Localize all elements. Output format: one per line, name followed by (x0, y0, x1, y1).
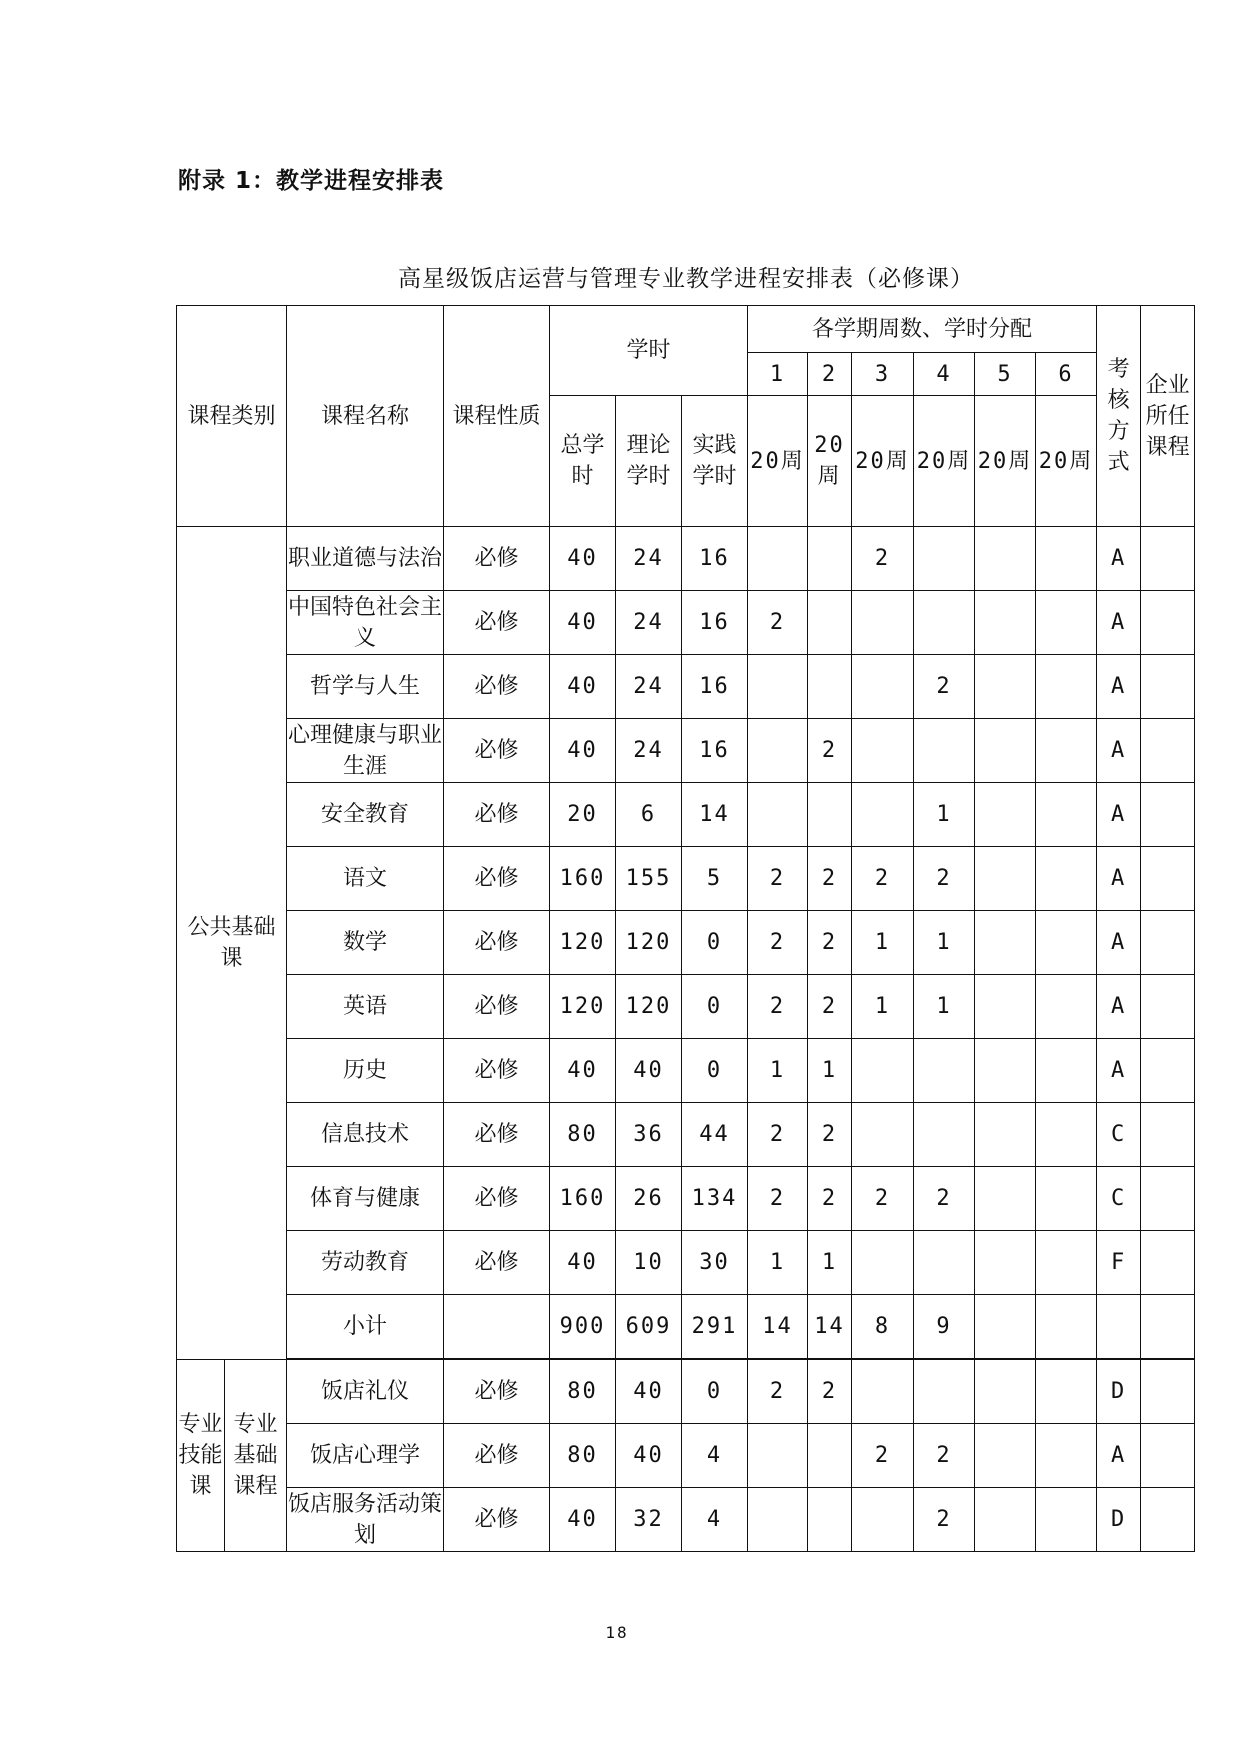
enterprise-course-cell (1141, 847, 1195, 911)
course-nature-cell (444, 1295, 550, 1360)
theory-hours-cell: 26 (616, 1167, 682, 1231)
table-row (177, 1231, 1195, 1295)
enterprise-course-cell (1141, 1359, 1195, 1424)
category-professional-skill: 专业技能课 (177, 1359, 225, 1552)
semester-5-hours-cell (975, 1231, 1036, 1295)
table-row (177, 1488, 1195, 1552)
header-total-hours: 总学时 (550, 396, 616, 527)
teaching-plan-table (176, 305, 1195, 1552)
semester-3-hours-cell (852, 719, 914, 783)
enterprise-course-cell (1141, 719, 1195, 783)
header-semester-2: 2 (808, 353, 852, 396)
semester-2-hours-cell: 2 (808, 975, 852, 1039)
exam-method-cell: A (1097, 527, 1141, 591)
semester-2-hours-cell: 2 (808, 1103, 852, 1167)
course-nature-cell: 必修 (444, 655, 550, 719)
semester-1-hours-cell: 2 (748, 591, 808, 655)
semester-3-hours-cell (852, 1231, 914, 1295)
total-hours-cell: 40 (550, 719, 616, 783)
semester-1-hours-cell: 1 (748, 1039, 808, 1103)
semester-1-hours-cell (748, 655, 808, 719)
practice-hours-cell: 5 (682, 847, 748, 911)
exam-method-cell: F (1097, 1231, 1141, 1295)
total-hours-cell: 80 (550, 1359, 616, 1424)
semester-4-hours-cell: 1 (914, 975, 975, 1039)
semester-1-hours-cell: 14 (748, 1295, 808, 1360)
semester-4-hours-cell (914, 1103, 975, 1167)
theory-hours-cell: 609 (616, 1295, 682, 1360)
semester-2-hours-cell (808, 783, 852, 847)
semester-2-hours-cell (808, 591, 852, 655)
course-nature-cell: 必修 (444, 527, 550, 591)
practice-hours-cell: 16 (682, 527, 748, 591)
theory-hours-cell: 24 (616, 527, 682, 591)
enterprise-course-cell (1141, 1424, 1195, 1488)
semester-5-hours-cell (975, 975, 1036, 1039)
semester-6-hours-cell (1036, 719, 1097, 783)
course-name-cell: 哲学与人生 (287, 655, 444, 719)
exam-method-cell (1097, 1295, 1141, 1360)
total-hours-cell: 40 (550, 655, 616, 719)
header-theory-hours: 理论学时 (616, 396, 682, 527)
semester-3-hours-cell: 2 (852, 1424, 914, 1488)
exam-method-cell: C (1097, 1103, 1141, 1167)
category-public-basic: 公共基础课 (177, 527, 287, 1360)
total-hours-cell: 80 (550, 1103, 616, 1167)
semester-6-hours-cell (1036, 1295, 1097, 1360)
table-row (177, 1295, 1195, 1360)
semester-4-hours-cell (914, 591, 975, 655)
semester-4-hours-cell: 2 (914, 1167, 975, 1231)
semester-3-hours-cell: 2 (852, 847, 914, 911)
semester-2-hours-cell: 2 (808, 1167, 852, 1231)
total-hours-cell: 40 (550, 1488, 616, 1552)
semester-1-hours-cell: 2 (748, 847, 808, 911)
header-course-name: 课程名称 (287, 306, 444, 527)
semester-3-hours-cell: 1 (852, 911, 914, 975)
course-nature-cell: 必修 (444, 1231, 550, 1295)
theory-hours-cell: 40 (616, 1359, 682, 1424)
header-category: 课程类别 (177, 306, 287, 527)
table-row (177, 783, 1195, 847)
total-hours-cell: 160 (550, 847, 616, 911)
header-weeks-2: 20周 (808, 396, 852, 527)
table-caption: 高星级饭店运营与管理专业教学进程安排表（必修课） (398, 266, 974, 292)
practice-hours-cell: 4 (682, 1488, 748, 1552)
total-hours-cell: 160 (550, 1167, 616, 1231)
exam-method-cell: A (1097, 975, 1141, 1039)
semester-2-hours-cell (808, 655, 852, 719)
semester-2-hours-cell (808, 1424, 852, 1488)
semester-4-hours-cell: 1 (914, 911, 975, 975)
semester-5-hours-cell (975, 783, 1036, 847)
header-semester-3: 3 (852, 353, 914, 396)
semester-6-hours-cell (1036, 1039, 1097, 1103)
course-name-cell: 职业道德与法治 (287, 527, 444, 591)
semester-3-hours-cell (852, 1359, 914, 1424)
semester-5-hours-cell (975, 527, 1036, 591)
semester-2-hours-cell: 1 (808, 1039, 852, 1103)
table-row (177, 975, 1195, 1039)
course-nature-cell: 必修 (444, 591, 550, 655)
course-nature-cell: 必修 (444, 847, 550, 911)
header-exam: 考核方式 (1097, 306, 1141, 527)
semester-6-hours-cell (1036, 911, 1097, 975)
course-name-cell: 体育与健康 (287, 1167, 444, 1231)
table-row (177, 911, 1195, 975)
practice-hours-cell: 0 (682, 975, 748, 1039)
category-professional-basic: 专业基础课程 (225, 1359, 287, 1552)
table-row (177, 591, 1195, 655)
course-nature-cell: 必修 (444, 1424, 550, 1488)
practice-hours-cell: 44 (682, 1103, 748, 1167)
appendix-title: 附录 1：教学进程安排表 (178, 168, 445, 194)
semester-3-hours-cell (852, 1488, 914, 1552)
semester-2-hours-cell (808, 527, 852, 591)
semester-5-hours-cell (975, 719, 1036, 783)
exam-method-cell: A (1097, 911, 1141, 975)
enterprise-course-cell (1141, 1231, 1195, 1295)
semester-5-hours-cell (975, 911, 1036, 975)
header-weeks-6: 20周 (1036, 396, 1097, 527)
course-nature-cell: 必修 (444, 975, 550, 1039)
course-name-cell: 劳动教育 (287, 1231, 444, 1295)
enterprise-course-cell (1141, 975, 1195, 1039)
total-hours-cell: 40 (550, 1039, 616, 1103)
semester-5-hours-cell (975, 847, 1036, 911)
course-nature-cell: 必修 (444, 1488, 550, 1552)
theory-hours-cell: 24 (616, 591, 682, 655)
exam-method-cell: D (1097, 1488, 1141, 1552)
semester-4-hours-cell (914, 1359, 975, 1424)
semester-4-hours-cell (914, 1231, 975, 1295)
practice-hours-cell: 16 (682, 719, 748, 783)
semester-2-hours-cell: 2 (808, 911, 852, 975)
exam-method-cell: A (1097, 719, 1141, 783)
semester-1-hours-cell (748, 783, 808, 847)
semester-5-hours-cell (975, 1424, 1036, 1488)
semester-5-hours-cell (975, 655, 1036, 719)
practice-hours-cell: 0 (682, 1039, 748, 1103)
semester-3-hours-cell (852, 1039, 914, 1103)
semester-4-hours-cell: 2 (914, 847, 975, 911)
header-practice-hours: 实践学时 (682, 396, 748, 527)
practice-hours-cell: 16 (682, 591, 748, 655)
header-weeks-3: 20周 (852, 396, 914, 527)
semester-5-hours-cell (975, 1359, 1036, 1424)
enterprise-course-cell (1141, 1103, 1195, 1167)
course-nature-cell: 必修 (444, 719, 550, 783)
semester-6-hours-cell (1036, 1167, 1097, 1231)
semester-3-hours-cell (852, 591, 914, 655)
theory-hours-cell: 32 (616, 1488, 682, 1552)
course-name-cell: 饭店礼仪 (287, 1359, 444, 1424)
theory-hours-cell: 24 (616, 719, 682, 783)
enterprise-course-cell (1141, 1488, 1195, 1552)
course-name-cell: 饭店心理学 (287, 1424, 444, 1488)
table-row (177, 1167, 1195, 1231)
header-semester-6: 6 (1036, 353, 1097, 396)
practice-hours-cell: 134 (682, 1167, 748, 1231)
course-name-cell: 小计 (287, 1295, 444, 1360)
semester-5-hours-cell (975, 1295, 1036, 1360)
semester-6-hours-cell (1036, 1488, 1097, 1552)
semester-3-hours-cell: 2 (852, 527, 914, 591)
header-semester-5: 5 (975, 353, 1036, 396)
semester-3-hours-cell: 2 (852, 1167, 914, 1231)
semester-6-hours-cell (1036, 847, 1097, 911)
header-weeks-5: 20周 (975, 396, 1036, 527)
exam-method-cell: A (1097, 1424, 1141, 1488)
theory-hours-cell: 120 (616, 975, 682, 1039)
header-nature: 课程性质 (444, 306, 550, 527)
semester-3-hours-cell (852, 783, 914, 847)
course-nature-cell: 必修 (444, 783, 550, 847)
theory-hours-cell: 155 (616, 847, 682, 911)
semester-6-hours-cell (1036, 1424, 1097, 1488)
enterprise-course-cell (1141, 783, 1195, 847)
semester-6-hours-cell (1036, 527, 1097, 591)
header-hours: 学时 (550, 306, 748, 396)
course-name-cell: 英语 (287, 975, 444, 1039)
semester-4-hours-cell: 9 (914, 1295, 975, 1360)
practice-hours-cell: 30 (682, 1231, 748, 1295)
header-weeks-4: 20周 (914, 396, 975, 527)
total-hours-cell: 120 (550, 911, 616, 975)
semester-5-hours-cell (975, 1103, 1036, 1167)
practice-hours-cell: 16 (682, 655, 748, 719)
theory-hours-cell: 24 (616, 655, 682, 719)
header-semester-group: 各学期周数、学时分配 (748, 306, 1097, 353)
course-nature-cell: 必修 (444, 1039, 550, 1103)
semester-4-hours-cell: 2 (914, 655, 975, 719)
theory-hours-cell: 10 (616, 1231, 682, 1295)
semester-3-hours-cell: 8 (852, 1295, 914, 1360)
theory-hours-cell: 6 (616, 783, 682, 847)
page-number: 18 (605, 1623, 629, 1642)
semester-6-hours-cell (1036, 1103, 1097, 1167)
course-name-cell: 心理健康与职业生涯 (287, 719, 444, 783)
course-name-cell: 中国特色社会主义 (287, 591, 444, 655)
total-hours-cell: 80 (550, 1424, 616, 1488)
enterprise-course-cell (1141, 911, 1195, 975)
exam-method-cell: D (1097, 1359, 1141, 1424)
theory-hours-cell: 120 (616, 911, 682, 975)
semester-4-hours-cell: 2 (914, 1488, 975, 1552)
course-name-cell: 语文 (287, 847, 444, 911)
semester-2-hours-cell (808, 1488, 852, 1552)
semester-1-hours-cell (748, 527, 808, 591)
semester-5-hours-cell (975, 591, 1036, 655)
semester-2-hours-cell: 2 (808, 1359, 852, 1424)
practice-hours-cell: 4 (682, 1424, 748, 1488)
semester-4-hours-cell (914, 1039, 975, 1103)
course-name-cell: 饭店服务活动策划 (287, 1488, 444, 1552)
course-nature-cell: 必修 (444, 911, 550, 975)
course-name-cell: 历史 (287, 1039, 444, 1103)
course-nature-cell: 必修 (444, 1103, 550, 1167)
exam-method-cell: A (1097, 1039, 1141, 1103)
enterprise-course-cell (1141, 655, 1195, 719)
semester-5-hours-cell (975, 1488, 1036, 1552)
semester-2-hours-cell: 1 (808, 1231, 852, 1295)
semester-2-hours-cell: 2 (808, 847, 852, 911)
course-name-cell: 安全教育 (287, 783, 444, 847)
header-enterprise: 企业所任课程 (1141, 306, 1195, 527)
semester-3-hours-cell: 1 (852, 975, 914, 1039)
semester-1-hours-cell: 2 (748, 1103, 808, 1167)
table-row (177, 527, 1195, 591)
header-semester-1: 1 (748, 353, 808, 396)
table-row (177, 1424, 1195, 1488)
semester-2-hours-cell: 14 (808, 1295, 852, 1360)
total-hours-cell: 120 (550, 975, 616, 1039)
semester-6-hours-cell (1036, 1359, 1097, 1424)
semester-1-hours-cell: 2 (748, 911, 808, 975)
course-nature-cell: 必修 (444, 1359, 550, 1424)
total-hours-cell: 40 (550, 591, 616, 655)
theory-hours-cell: 40 (616, 1424, 682, 1488)
total-hours-cell: 900 (550, 1295, 616, 1360)
semester-6-hours-cell (1036, 975, 1097, 1039)
semester-1-hours-cell: 1 (748, 1231, 808, 1295)
semester-3-hours-cell (852, 655, 914, 719)
semester-5-hours-cell (975, 1167, 1036, 1231)
semester-1-hours-cell (748, 719, 808, 783)
table-row (177, 655, 1195, 719)
semester-4-hours-cell: 1 (914, 783, 975, 847)
enterprise-course-cell (1141, 1039, 1195, 1103)
theory-hours-cell: 36 (616, 1103, 682, 1167)
course-name-cell: 信息技术 (287, 1103, 444, 1167)
semester-1-hours-cell (748, 1488, 808, 1552)
table-row (177, 1359, 1195, 1424)
exam-method-cell: A (1097, 783, 1141, 847)
exam-method-cell: A (1097, 655, 1141, 719)
total-hours-cell: 40 (550, 1231, 616, 1295)
semester-3-hours-cell (852, 1103, 914, 1167)
semester-6-hours-cell (1036, 783, 1097, 847)
semester-6-hours-cell (1036, 591, 1097, 655)
semester-4-hours-cell (914, 527, 975, 591)
course-name-cell: 数学 (287, 911, 444, 975)
semester-1-hours-cell: 2 (748, 1359, 808, 1424)
table-row (177, 719, 1195, 783)
semester-2-hours-cell: 2 (808, 719, 852, 783)
semester-4-hours-cell: 2 (914, 1424, 975, 1488)
semester-1-hours-cell: 2 (748, 975, 808, 1039)
header-weeks-1: 20周 (748, 396, 808, 527)
practice-hours-cell: 0 (682, 911, 748, 975)
exam-method-cell: A (1097, 591, 1141, 655)
table-row (177, 847, 1195, 911)
practice-hours-cell: 0 (682, 1359, 748, 1424)
exam-method-cell: A (1097, 847, 1141, 911)
semester-6-hours-cell (1036, 1231, 1097, 1295)
practice-hours-cell: 291 (682, 1295, 748, 1360)
enterprise-course-cell (1141, 1167, 1195, 1231)
exam-method-cell: C (1097, 1167, 1141, 1231)
total-hours-cell: 40 (550, 527, 616, 591)
course-nature-cell: 必修 (444, 1167, 550, 1231)
table-row (177, 1103, 1195, 1167)
header-semester-4: 4 (914, 353, 975, 396)
enterprise-course-cell (1141, 591, 1195, 655)
enterprise-course-cell (1141, 1295, 1195, 1360)
practice-hours-cell: 14 (682, 783, 748, 847)
semester-4-hours-cell (914, 719, 975, 783)
enterprise-course-cell (1141, 527, 1195, 591)
semester-1-hours-cell: 2 (748, 1167, 808, 1231)
table-row (177, 1039, 1195, 1103)
semester-6-hours-cell (1036, 655, 1097, 719)
semester-5-hours-cell (975, 1039, 1036, 1103)
semester-1-hours-cell (748, 1424, 808, 1488)
total-hours-cell: 20 (550, 783, 616, 847)
theory-hours-cell: 40 (616, 1039, 682, 1103)
